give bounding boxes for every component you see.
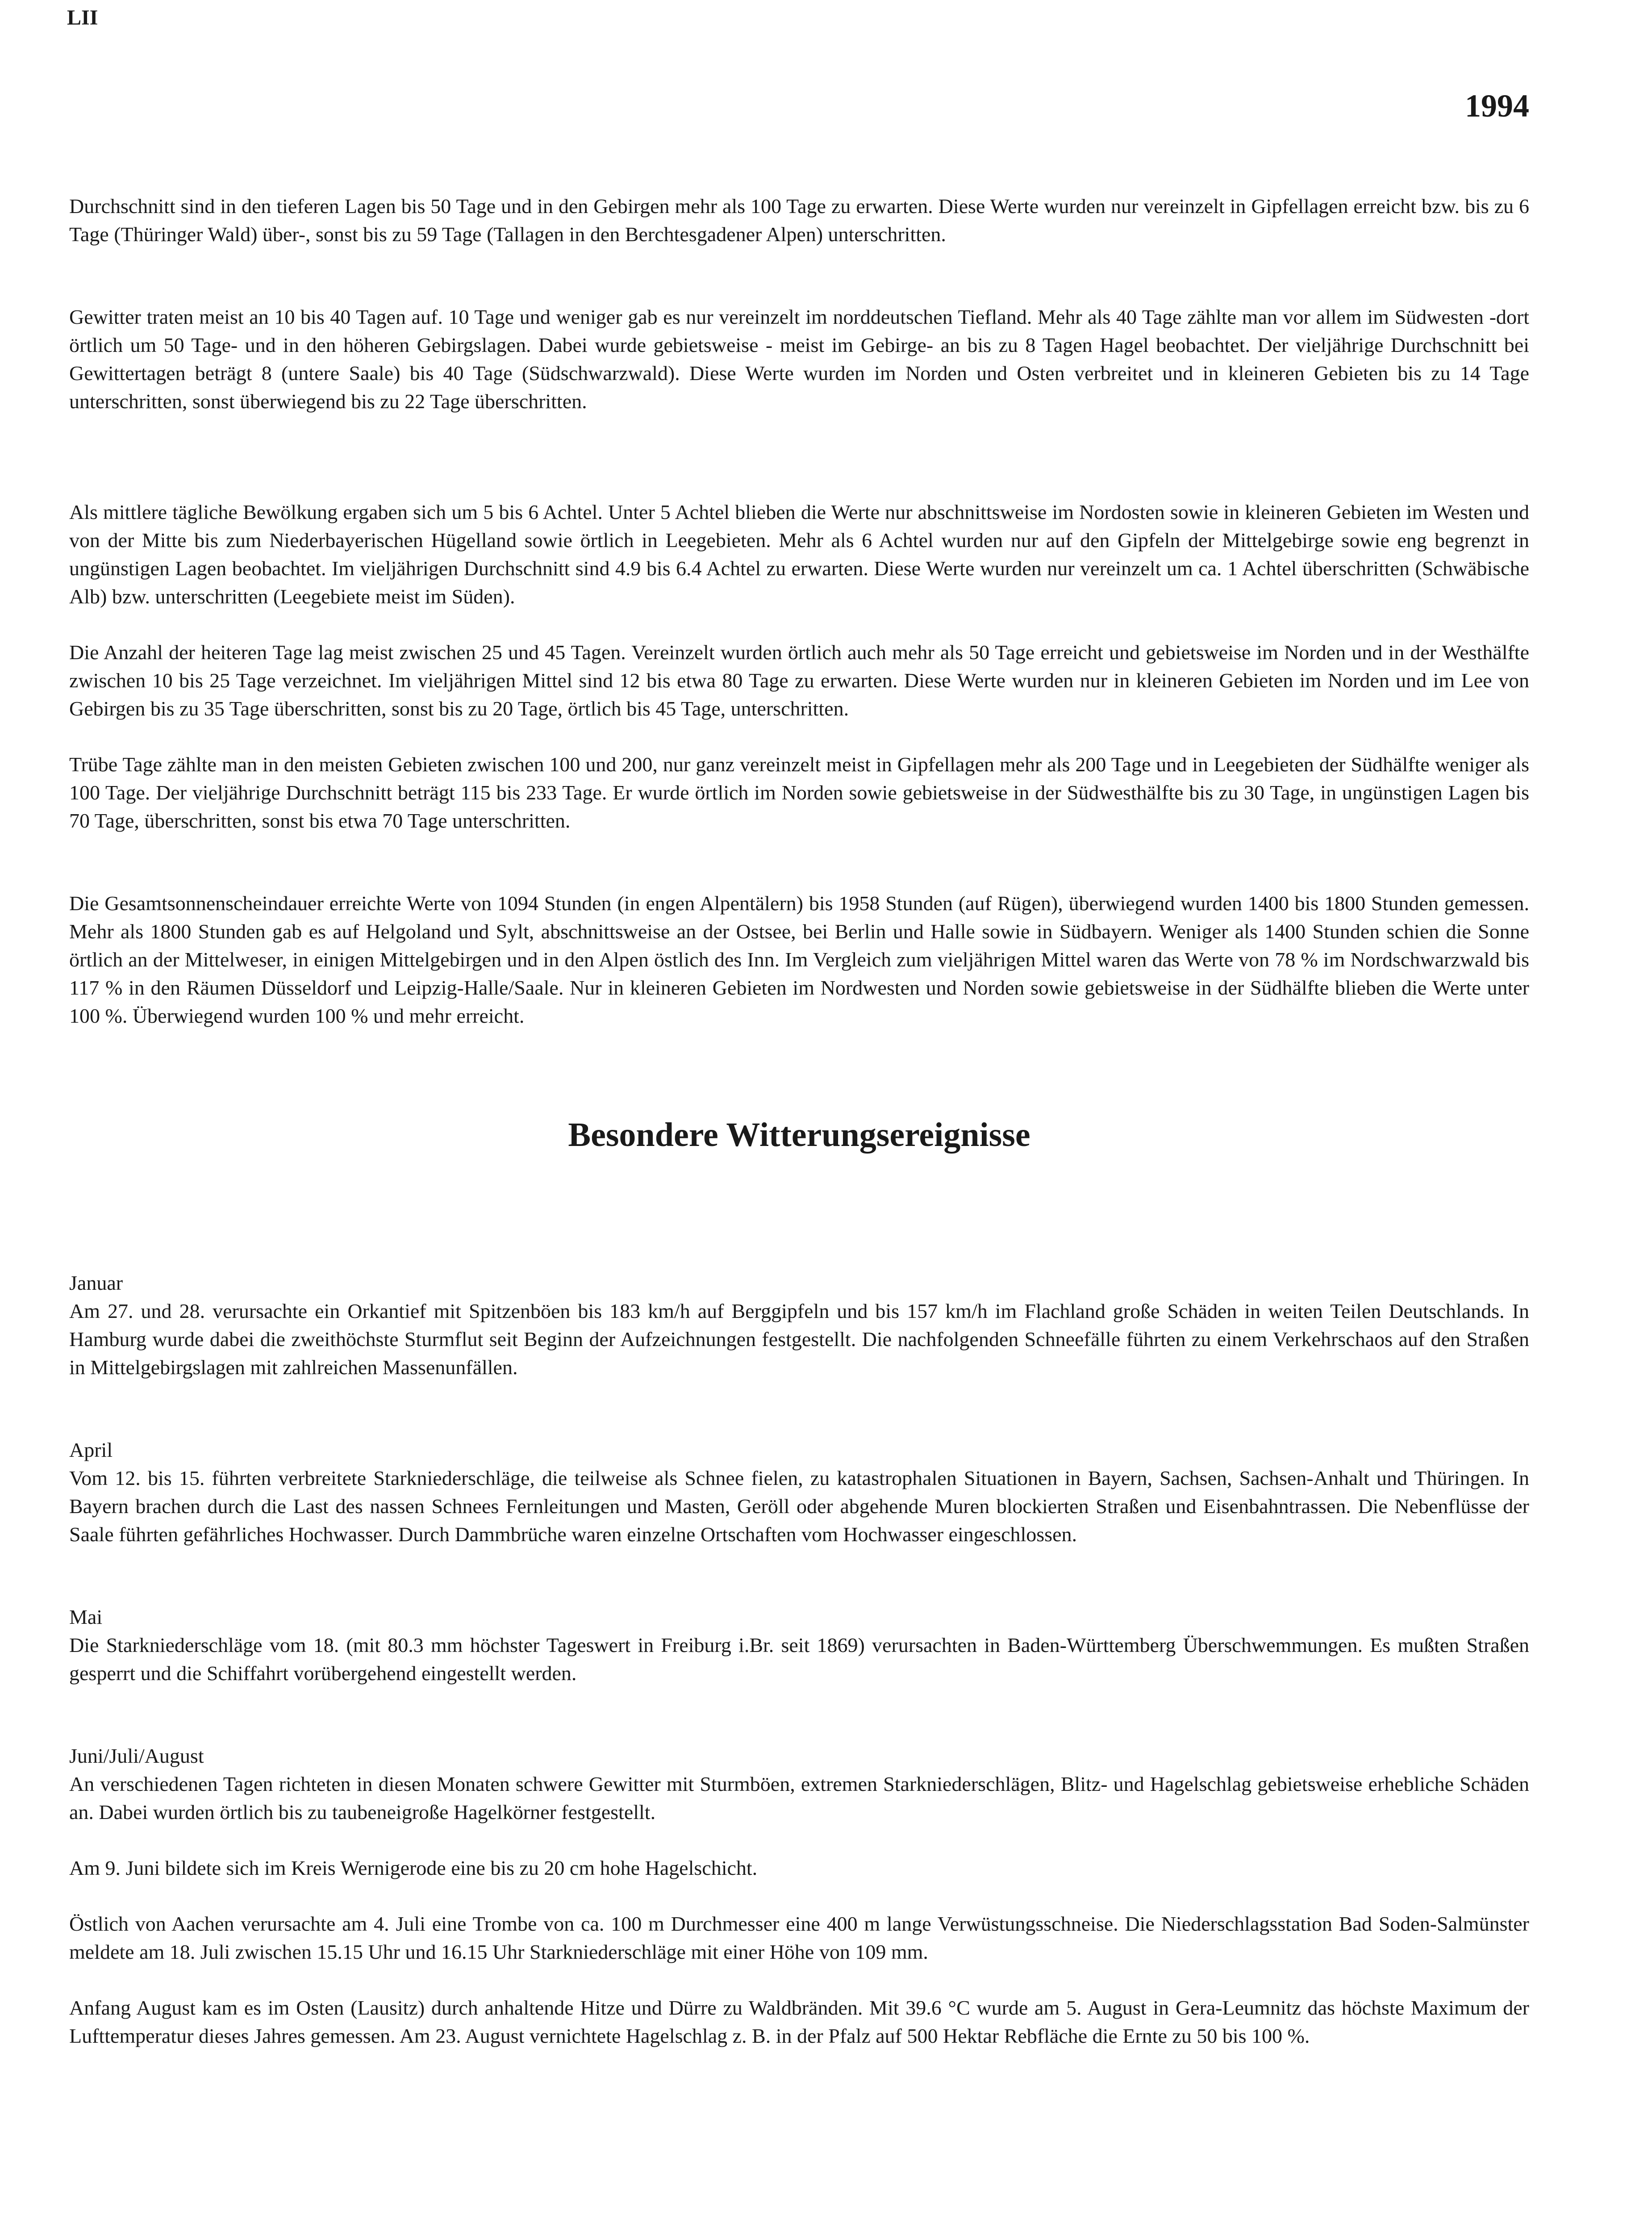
paragraph-gewitter: Gewitter traten meist an 10 bis 40 Tagen auf. 10 Tage und weniger gab es nur vereinzelt im norddeutschen Tiefland. Mehr als 40 Tage zählte man vor allem im Südwesten -dort örtlich um 50 Tage- und in den höheren Gebirgslagen. Dabei wurde gebietsweise - meist im Gebirge- an bis zu 8 Tagen Hagel beobachtet. Der vieljährige Durchschnitt bei Gewittertagen beträgt 8 (untere Saale) bis 40 Tage (Südschwarzwald). Diese Werte wurden im Norden und Osten verbreitet und in kleineren Gebieten bis zu 14 Tage unterschritten, sonst überwiegend bis zu 22 Tage überschritten. <box>69 305 1529 413</box>
page-number: LII <box>67 6 98 29</box>
section-title: Besondere Witterungsereignisse <box>568 1116 1030 1154</box>
document-body <box>69 192 1529 2050</box>
event-text-sommer-1: An verschiedenen Tagen richteten in diesen Monaten schwere Gewitter mit Sturmböen, extremen Starkniederschlägen, Blitz- und Hagelschlag gebietsweise erhebliche Schäden an. Dabei wurden örtlich bis zu taubeneigroße Hagelkörner festgestellt. <box>69 1773 1529 1823</box>
paragraph-heitere-tage: Die Anzahl der heiteren Tage lag meist zwischen 25 und 45 Tagen. Vereinzelt wurden örtlich auch mehr als 50 Tage erreicht und gebietsweise im Norden und in der Westhälfte zwischen 10 bis 25 Tage verzeichnet. Im vieljährigen Mittel sind 12 bis etwa 80 Tage zu erwarten. Diese Werte wurden nur in kleineren Gebieten im Norden und im Lee von Gebirgen bis zu 35 Tage überschritten, sonst bis zu 20 Tage, örtlich bis 45 Tage, unterschritten. <box>69 641 1529 720</box>
paragraph-schneedecke: Durchschnitt sind in den tieferen Lagen bis 50 Tage und in den Gebirgen mehr als 100 Tage zu erwarten. Diese Werte wurden nur vereinzelt in Gipfellagen erreicht bzw. bis zu 6 Tage (Thüringer Wald) über-, sonst bis zu 59 Tage (Tallagen in den Berchtesgadener Alpen) unterschritten. <box>69 195 1529 246</box>
month-heading-mai: Mai <box>69 1606 103 1628</box>
event-text-mai: Die Starkniederschläge vom 18. (mit 80.3 mm höchster Tageswert in Freiburg i.Br. seit 1869) verursachten in Baden-Württemberg Überschwemmungen. Es mußten Straßen gesperrt und die Schiffahrt vorübergehend eingestellt werden. <box>69 1634 1529 1685</box>
year-heading: 1994 <box>1465 88 1529 124</box>
event-text-sommer-2: Am 9. Juni bildete sich im Kreis Wernigerode eine bis zu 20 cm hohe Hagelschicht. <box>69 1857 758 1879</box>
paragraph-sonnenschein: Die Gesamtsonnenscheindauer erreichte Werte von 1094 Stunden (in engen Alpentälern) bis 1958 Stunden (auf Rügen), überwiegend wurden 1400 bis 1800 Stunden gemessen. Mehr als 1800 Stunden gab es auf Helgoland und Sylt, abschnittsweise an der Ostsee, bei Berlin und Halle sowie in Südbayern. Weniger als 1400 Stunden schien die Sonne örtlich an der Mittelweser, in einigen Mittelgebirgen und in den Alpen östlich des Inn. Im Vergleich zum vieljährigen Mittel waren das Werte von 78 % im Nordschwarzwald bis 117 % in den Räumen Düsseldorf und Leipzig-Halle/Saale. Nur in kleineren Gebieten im Nordwesten und Norden sowie gebietsweise in der Südhälfte blieben die Werte unter 100 %. Überwiegend wurden 100 % und mehr erreicht. <box>69 892 1529 1027</box>
month-heading-april: April <box>69 1438 113 1461</box>
paragraph-truebe-tage: Trübe Tage zählte man in den meisten Gebieten zwischen 100 und 200, nur ganz vereinzelt meist in Gipfellagen mehr als 200 Tage und in Leegebieten der Südhälfte weniger als 100 Tage. Der vieljährige Durchschnitt beträgt 115 bis 233 Tage. Er wurde örtlich im Norden sowie gebietsweise in der Südwesthälfte bis zu 30 Tage, in ungünstigen Lagen bis 70 Tage, überschritten, sonst bis etwa 70 Tage unterschritten. <box>69 753 1529 832</box>
event-text-januar: Am 27. und 28. verursachte ein Orkantief mit Spitzenböen bis 183 km/h auf Berggipfeln und bis 157 km/h im Flachland große Schäden in weiten Teilen Deutschlands. In Hamburg wurde dabei die zweithöchste Sturmflut seit Beginn der Aufzeichnungen festgestellt. Die nachfolgenden Schneefälle führten zu einem Verkehrschaos auf den Straßen in Mittelgebirgslagen mit zahlreichen Massenunfällen. <box>69 1300 1529 1379</box>
event-text-april: Vom 12. bis 15. führten verbreitete Starkniederschläge, die teilweise als Schnee fielen, zu katastrophalen Situationen in Bayern, Sachsen, Sachsen-Anhalt und Thüringen. In Bayern brachen durch die Last des nassen Schnees Fernleitungen und Masten, Geröll oder abgehende Muren blockierten Straßen und Eisenbahntrassen. Die Nebenflüsse der Saale führten gefährliches Hochwasser. Durch Dammbrüche waren einzelne Ortschaften vom Hochwasser eingeschlossen. <box>69 1467 1529 1546</box>
event-text-sommer-3: Östlich von Aachen verursachte am 4. Juli eine Trombe von ca. 100 m Durchmesser eine 400 m lange Verwüstungsschneise. Die Niederschlagsstation Bad Soden-Salmünster meldete am 18. Juli zwischen 15.15 Uhr und 16.15 Uhr Starkniederschläge mit einer Höhe von 109 mm. <box>69 1912 1529 1963</box>
event-text-sommer-4: Anfang August kam es im Osten (Lausitz) durch anhaltende Hitze und Dürre zu Waldbränden. Mit 39.6 °C wurde am 5. August in Gera-Leumnitz das höchste Maximum der Lufttemperatur dieses Jahres gemessen. Am 23. August vernichtete Hagelschlag z. B. in der Pfalz auf 500 Hektar Rebfläche die Ernte zu 50 bis 100 %. <box>69 1996 1529 2047</box>
month-heading-sommer: Juni/Juli/August <box>69 1744 204 1767</box>
month-heading-januar: Januar <box>69 1271 123 1294</box>
paragraph-bewoelkung: Als mittlere tägliche Bewölkung ergaben sich um 5 bis 6 Achtel. Unter 5 Achtel blieben die Werte nur abschnittsweise im Nordosten sowie in kleineren Gebieten im Westen und von der Mitte bis zum Niederbayerischen Hügelland sowie örtlich in Leegebieten. Mehr als 6 Achtel wurden nur auf den Gipfeln der Mittelgebirge sowie eng begrenzt in ungünstigen Lagen beobachtet. Im vieljährigen Durchschnitt sind 4.9 bis 6.4 Achtel zu erwarten. Diese Werte wurden nur vereinzelt um ca. 1 Achtel überschritten (Schwäbische Alb) bzw. unterschritten (Leegebiete meist im Süden). <box>69 501 1529 608</box>
